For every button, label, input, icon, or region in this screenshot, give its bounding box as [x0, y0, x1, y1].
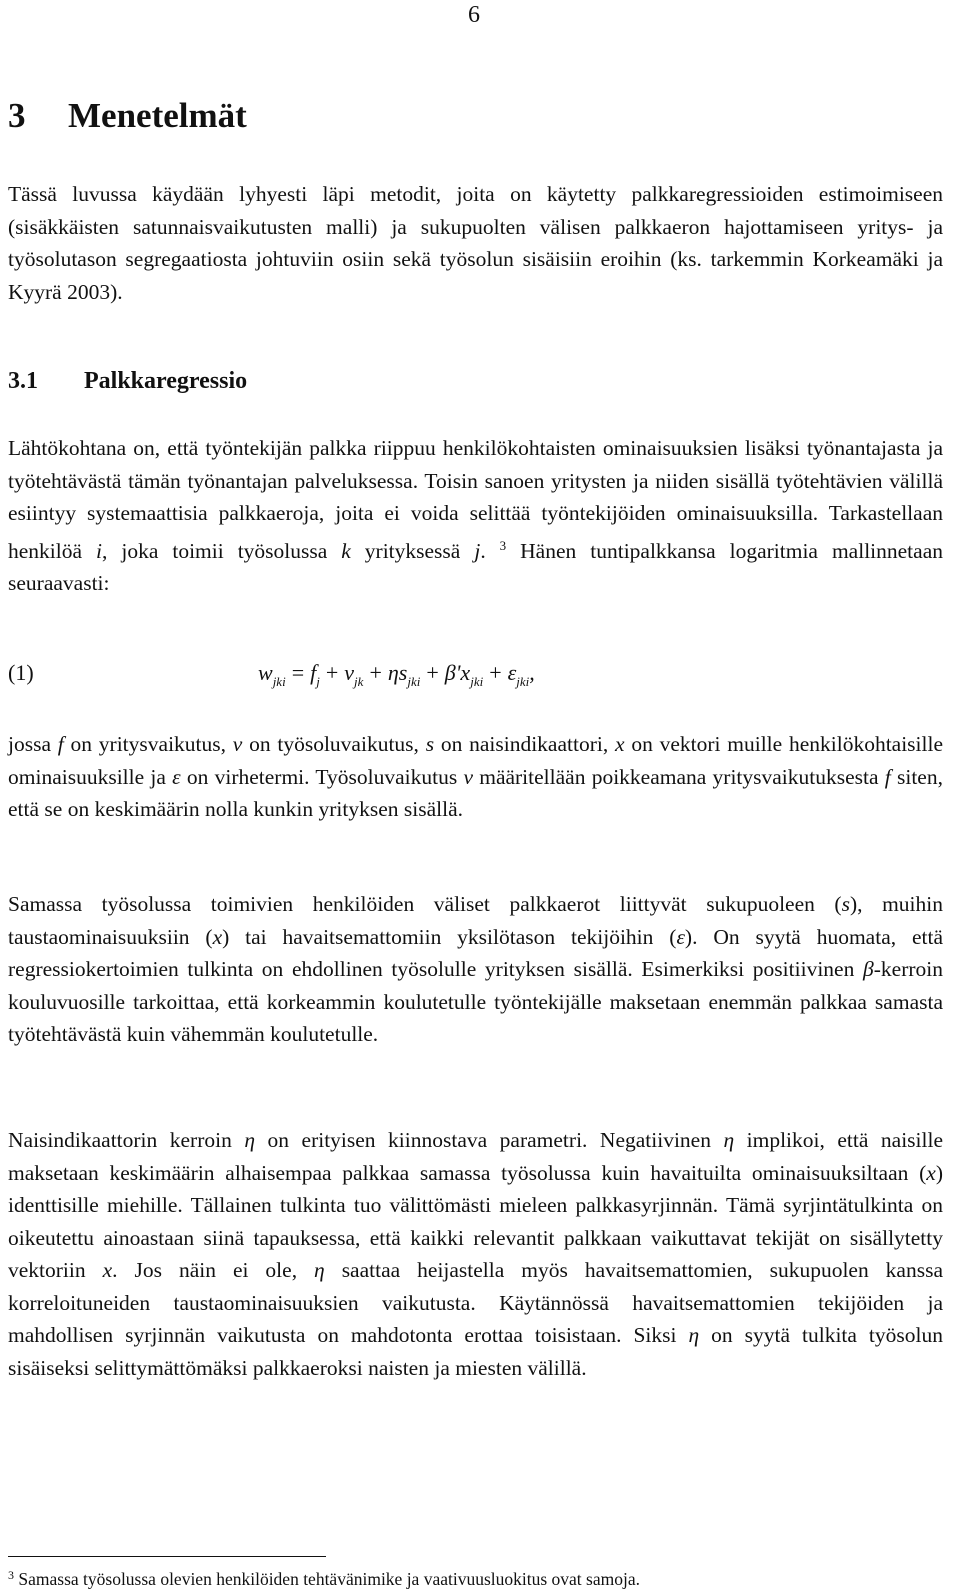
text-run: määritellään poikkeamana yritysvaikutuksesta [472, 764, 885, 789]
var-beta: β [863, 957, 874, 981]
footnote-divider [8, 1556, 326, 1557]
eq-subscript: jki [272, 674, 286, 689]
text-run: ). On syytä huomata, että regressiokertoimien tulkinta on ehdollinen työsolulle yrityksen sisällä. Esimerkiksi positiivinen [8, 924, 944, 981]
eq-plus: + [369, 660, 382, 685]
intro-paragraph: Tässä luvussa käydään lyhyesti läpi metodit, joita on käytetty palkkaregressioiden estimoimiseen (sisäkkäisten satunnaisvaikutusten malli) ja sukupuolten välisen palkkaeron hajottamiseen yritys- ja työsolutason segregaatiosta johtuviin osiin sekä työsolun sisäisiin eroihin (ks. tarkemmin Korkeamäki ja Kyyrä 2003). [8, 182, 943, 304]
equation-body [258, 660, 535, 690]
var-eta: η [314, 1258, 325, 1282]
section-number: 3.1 [8, 368, 38, 394]
eq-equals: = [291, 660, 305, 685]
eq-v: v [344, 660, 355, 685]
chapter-title-text: Menetelmät [68, 96, 247, 135]
text-run: on työsoluvaikutus, [242, 732, 426, 756]
chapter-number: 3 [8, 96, 26, 135]
eq-subscript: j [316, 674, 320, 689]
var-v: v [463, 764, 473, 789]
eq-subscript: jk [354, 674, 364, 689]
var-s: s [425, 732, 435, 756]
eq-plus: + [426, 660, 439, 685]
text-run: implikoi, että naisille maksetaan keskimäärin alhaisempaa palkkaa samassa työsolussa kuin havaituilta ominaisuuksiltaan ( [8, 1128, 944, 1185]
var-x: x [926, 1160, 936, 1185]
var-eta: η [688, 1323, 700, 1347]
var-eta: η [723, 1128, 735, 1152]
footnote [8, 1563, 943, 1591]
var-x: x [212, 924, 223, 949]
var-eta: η [244, 1128, 256, 1152]
text-run: on erityisen kiinnostava parametri. Negatiivinen [255, 1128, 724, 1152]
paragraph-eta [8, 1124, 943, 1384]
eq-plus: + [325, 660, 339, 685]
var-v: v [232, 732, 243, 756]
var-k: k [341, 538, 351, 563]
page-number: 6 [468, 2, 480, 28]
equation-label: (1) [8, 660, 34, 685]
var-x: x [102, 1258, 113, 1282]
text-run: ) tai havaitsemattomiin yksilötason tekijöihin ( [222, 924, 677, 949]
eq-beta-x: β'x [444, 660, 471, 685]
footnote-reference[interactable]: 3 [499, 537, 507, 553]
chapter-title [8, 96, 247, 136]
eq-f: f [310, 660, 317, 685]
var-epsilon: ε [676, 924, 685, 949]
var-f: f [57, 732, 64, 756]
text-run: on virhetermi. Työsoluvaikutus [180, 764, 464, 789]
section-title [8, 368, 247, 395]
var-i: i [96, 538, 102, 563]
text-run: . Jos näin ei ole, [112, 1258, 315, 1282]
text-run: saattaa heijastella myös havaitsemattomien, sukupuolen kanssa korreloituneiden taustaominaisuuksien vaikutusta. Käytännössä havaitsemattomien tekijöiden ja mahdollisen syrjinnän vaikutusta on mahdotonta erottaa toisistaan. Siksi [8, 1258, 943, 1347]
var-j: j [474, 538, 481, 563]
footnote-mark: 3 [8, 1568, 14, 1582]
text-run: jossa [8, 732, 58, 756]
eq-epsilon: ε [507, 660, 517, 685]
text-run: Samassa työsolussa toimivien henkilöiden väliset palkkaerot liittyvät sukupuoleen ( [8, 892, 842, 916]
var-f: f [884, 764, 891, 789]
text-run: Naisindikaattorin kerroin [8, 1128, 245, 1152]
text-run: . [480, 538, 500, 563]
var-x: x [615, 732, 625, 756]
text-run: ) identtisille miehille. Tällainen tulkinta tuo välittömästi mieleen palkkasyrjinnän. Tämä syrjintätulkinta on oikeutettu ainoastaan siinä tapauksessa, että kaikki relevantit palkkaan vaikuttavat tekijät on sisällytetty vektoriin [8, 1160, 943, 1282]
eq-subscript: jki [470, 674, 484, 689]
text-run: ), muihin taustaominaisuuksiin ( [8, 892, 943, 949]
text-run: -kerroin kouluvuosille tarkoittaa, että korkeammin koulutetulle työntekijälle maksetaan enemmän palkkaa samasta työtehtävästä kuin vähemmän koulutetulle. [8, 957, 943, 1046]
eq-comma: , [529, 660, 535, 685]
paragraph-model-intro [8, 432, 943, 600]
text-run: , joka toimii työsolussa [102, 538, 342, 563]
text-run: siten, että se on keskimäärin nolla kunkin yrityksen sisällä. [8, 764, 943, 821]
var-epsilon: ε [172, 764, 181, 789]
eq-plus: + [489, 660, 502, 685]
text-run: on naisindikaattori, [434, 732, 615, 756]
eq-subscript: jki [516, 674, 530, 689]
eq-subscript: jki [407, 674, 421, 689]
paragraph-interpretation [8, 888, 943, 1051]
section-title-text: Palkkaregressio [84, 368, 248, 394]
eq-eta-s: ηs [387, 660, 408, 685]
equation-1 [8, 660, 943, 696]
text-run: on syytä tulkita työsolun sisäiseksi selittymättömäksi palkkaeroksi naisten ja miesten välillä. [8, 1323, 943, 1380]
text-run: Lähtökohtana on, että työntekijän palkka riippuu henkilökohtaisten ominaisuuksien lisäksi työnantajasta ja työtehtävästä tämän työnantajan palveluksessa. Toisin sanoen yritysten ja niiden sisällä työtehtävien välillä esiintyy systemaattisia palkkaeroja, joita ei voida selittää työntekijöiden ominaisuuksilla. Tarkastellaan henkilöä [8, 436, 943, 563]
var-s: s [841, 892, 850, 916]
eq-w: w [258, 660, 273, 685]
paragraph-definitions [8, 728, 943, 826]
text-run: on vektori muille henkilökohtaisille ominaisuuksille ja [8, 732, 944, 789]
text-run: Hänen tuntipalkkansa logaritmia mallinnetaan seuraavasti: [8, 538, 943, 595]
footnote-text: Samassa työsolussa olevien henkilöiden tehtävänimike ja vaativuusluokitus ovat samoja. [14, 1569, 640, 1589]
text-run: yrityksessä [350, 538, 475, 563]
text-run: on yritysvaikutus, [63, 732, 233, 756]
